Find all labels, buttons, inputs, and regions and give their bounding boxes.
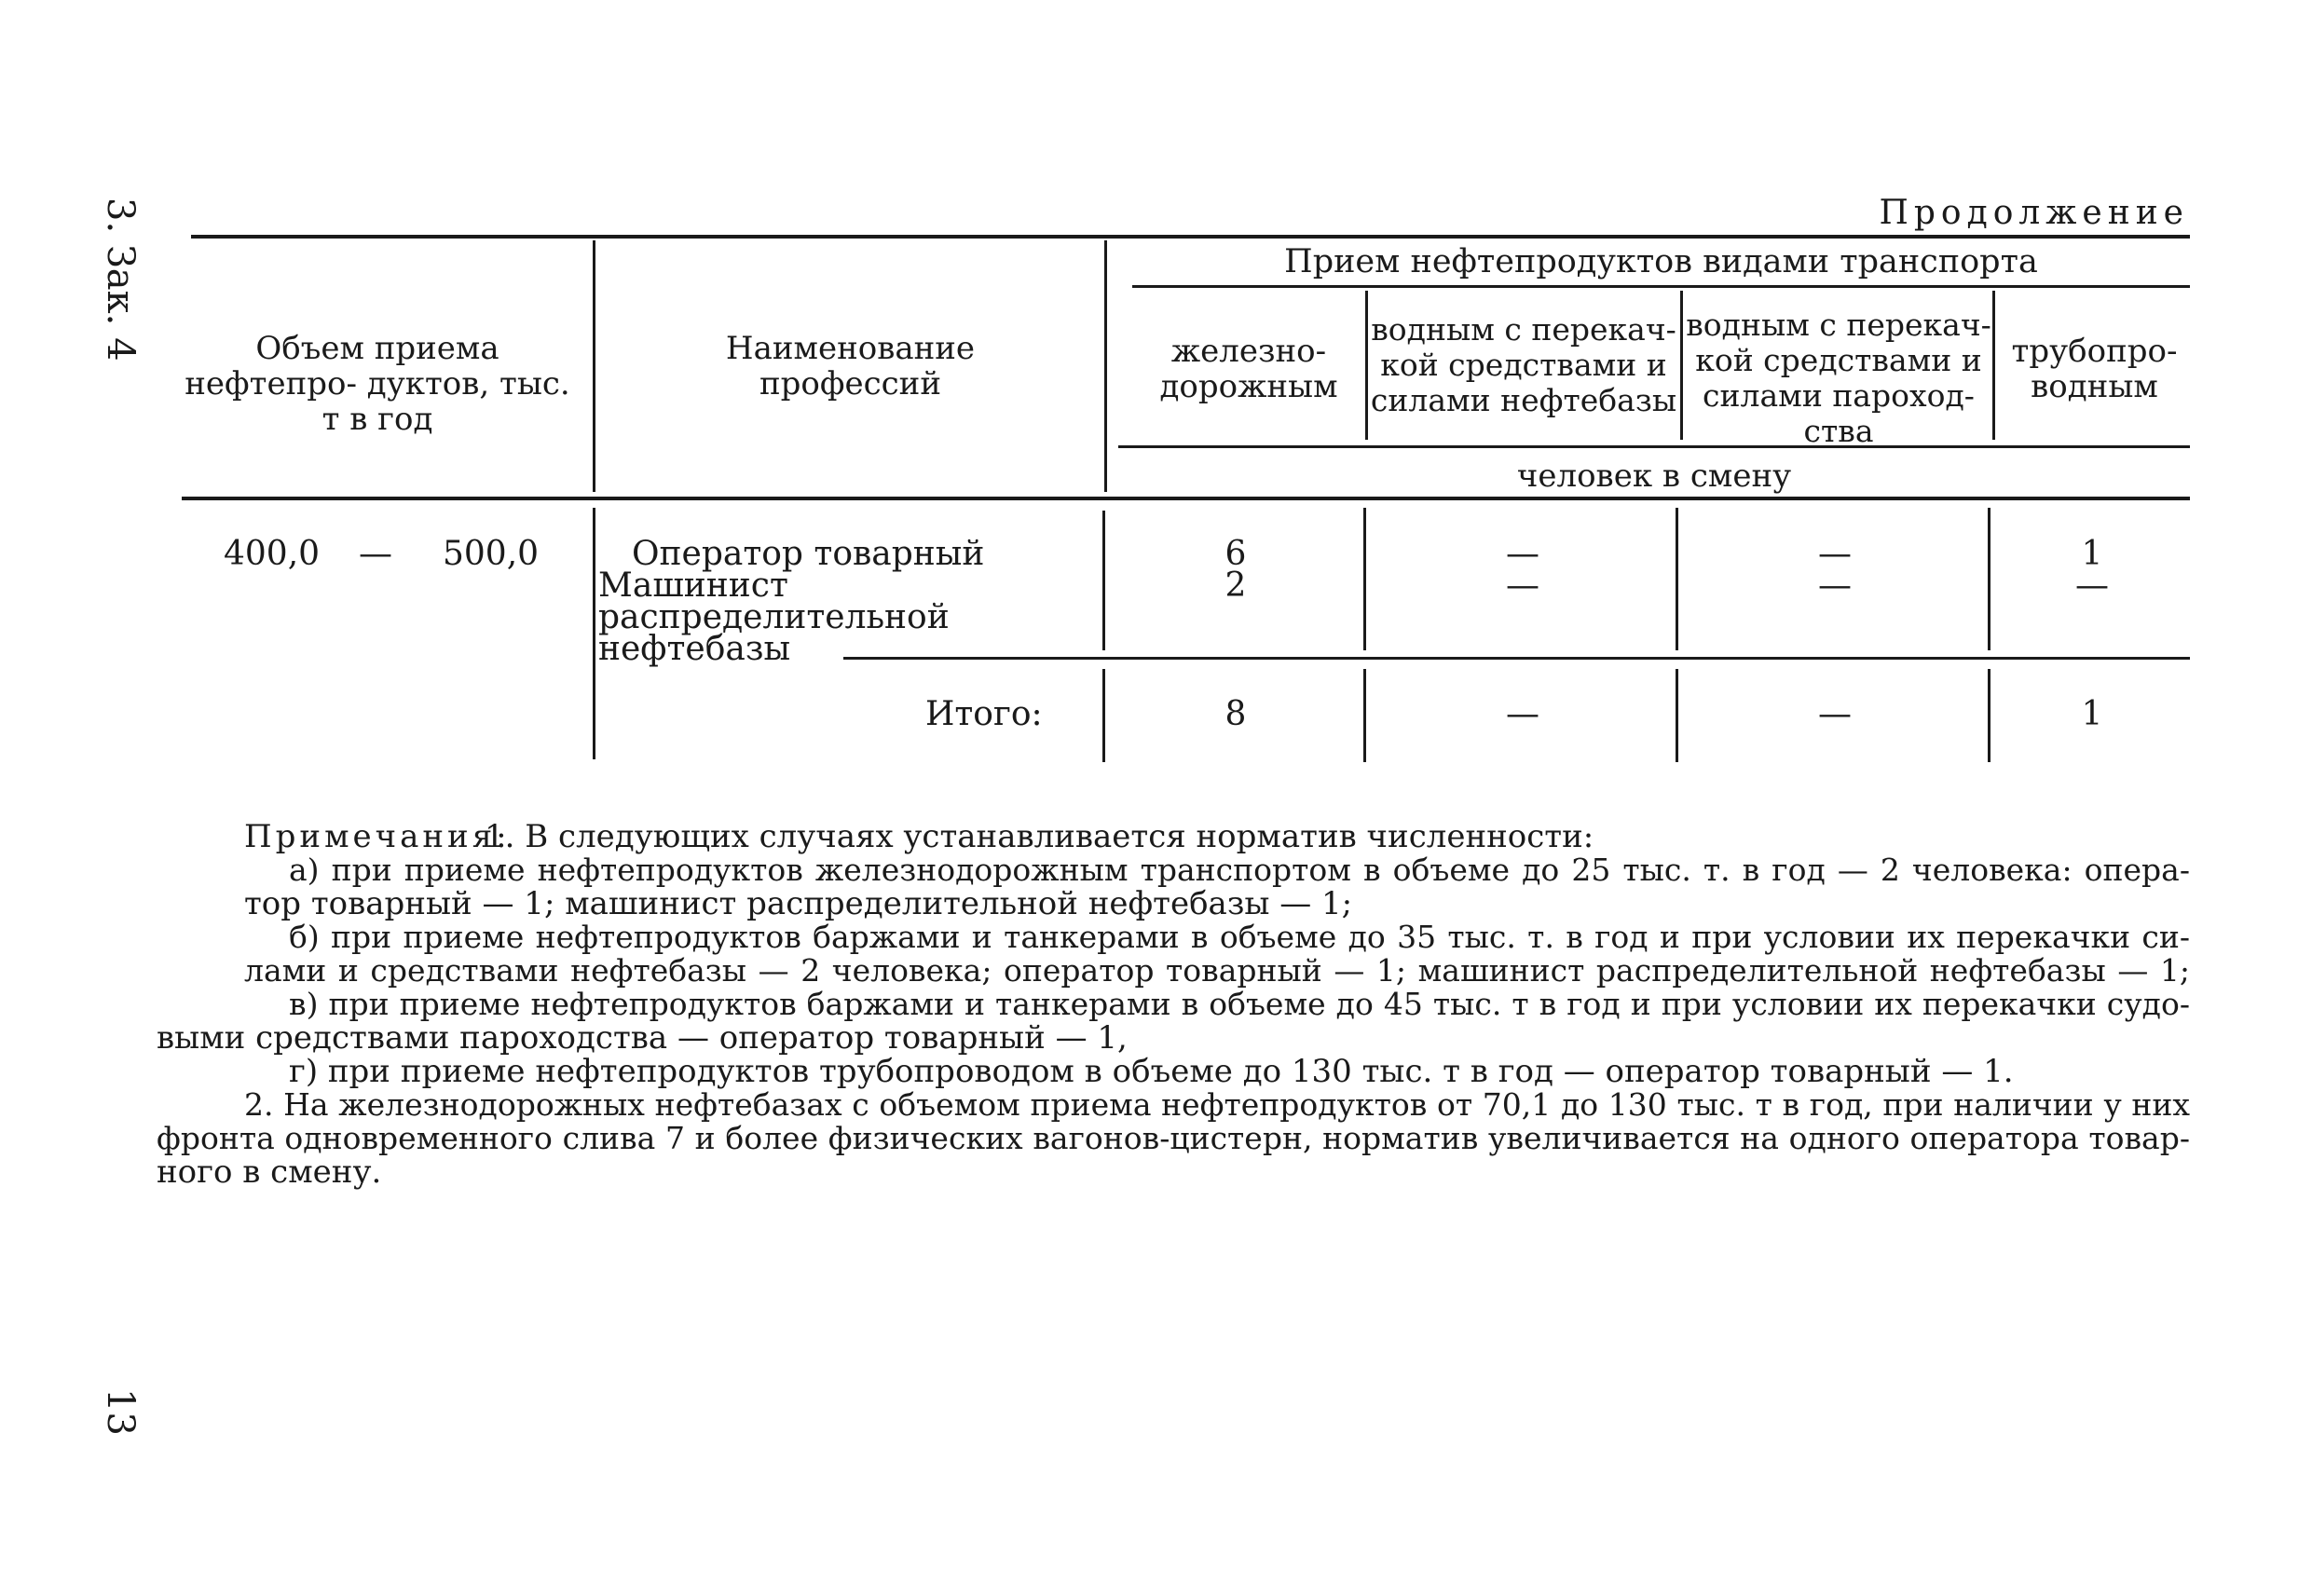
- note-1d: г) при приеме нефтепродуктов трубопроводом в объеме до 130 тыс. т в год — оператор товарный — 1.: [289, 1053, 2014, 1090]
- col-divider-water-body: [1676, 508, 1678, 650]
- header-volume: Объем приема нефтепро- дуктов, тыс. т в год: [185, 330, 570, 438]
- note-1c-line2: выми средствами пароходства — оператор товарный — 1,: [157, 1019, 1128, 1057]
- col-divider-water-head: [1680, 291, 1683, 440]
- total-label: Итого:: [925, 695, 1043, 733]
- margin-note: 3. Зак. 4: [99, 198, 142, 361]
- volume-from: 400,0: [224, 535, 321, 573]
- note-1b-line2: лами и средствами нефтебазы — 2 человека; оператор товарный — 1; машинист распределительной нефтебазы — 1;: [244, 952, 2190, 989]
- water-base-value-machinist: —: [1506, 566, 1539, 605]
- note-2-line3: ного в смену.: [157, 1153, 382, 1191]
- volume-dash: —: [359, 535, 392, 573]
- note-1-intro: 1. В следующих случаях устанавливается норматив численности:: [485, 818, 1594, 855]
- profession-machinist-label: Машинист распределительной нефтебазы: [598, 566, 950, 668]
- pipeline-value-operator: 1: [2081, 535, 2103, 573]
- note-2-line1: 2. На железнодорожных нефтебазах с объемом приема нефтепродуктов от 70,1 до 130 тыс. т в год, при наличии у них: [244, 1086, 2190, 1123]
- col-divider-shipping-total: [1988, 669, 1991, 762]
- note-1b-line1: б) при приеме нефтепродуктов баржами и танкерами в объеме до 35 тыс. т. в год и при условии их перекачки си-: [289, 919, 2190, 955]
- page-number: 13: [99, 1388, 142, 1436]
- total-rail: 8: [1224, 695, 1247, 733]
- subheader-rule: [1118, 445, 2190, 448]
- water-shipping-value-machinist: —: [1818, 566, 1852, 605]
- note-1a-line2: тор товарный — 1; машинист распределительной нефтебазы — 1;: [244, 885, 1353, 922]
- total-water-base: —: [1506, 695, 1539, 733]
- pipeline-value-machinist: —: [2075, 566, 2109, 605]
- header-bottom-rule: [182, 497, 2190, 500]
- note-2-line2: фронта одновременного слива 7 и более физических вагонов-цистерн, норматив увеличивается на одного оператора товар-: [157, 1120, 2190, 1156]
- col-divider-water-total: [1676, 669, 1678, 762]
- col-divider-profession: [1104, 240, 1107, 492]
- col-divider-volume: [593, 240, 595, 492]
- col-divider-shipping-head: [1992, 291, 1995, 440]
- rail-value-machinist: 2: [1224, 566, 1247, 605]
- col-divider-shipping-body: [1988, 508, 1991, 650]
- continuation-label: Продолжение: [1879, 194, 2189, 232]
- water-base-value-operator: —: [1506, 535, 1539, 573]
- table-top-rule: [191, 235, 2190, 239]
- col-divider-rail-head: [1365, 291, 1368, 440]
- volume-to: 500,0: [443, 535, 540, 573]
- col-divider-profession-total: [1102, 669, 1105, 762]
- notes-title: Примечания:: [244, 818, 511, 855]
- transport-group-rule: [1132, 285, 2190, 288]
- profession-machinist: [598, 566, 1100, 668]
- note-1c-line1: в) при приеме нефтепродуктов баржами и танкерами в объеме до 45 тыс. т в год и при условии их перекачки судо-: [289, 986, 2190, 1022]
- total-water-shipping: —: [1818, 695, 1852, 733]
- water-shipping-value-operator: —: [1818, 535, 1852, 573]
- col-divider-rail-body: [1363, 508, 1366, 650]
- header-profession: Наименование профессий: [725, 330, 976, 402]
- rail-value-operator: 6: [1224, 535, 1247, 573]
- total-pipeline: 1: [2081, 695, 2103, 733]
- header-transport-group: Прием нефтепродуктов видами транспорта: [1284, 243, 2038, 280]
- header-pipeline: трубопро- водным: [2011, 333, 2178, 405]
- col-divider-volume-body: [593, 508, 595, 759]
- col-divider-profession-body: [1102, 511, 1105, 650]
- col-divider-rail-total: [1363, 669, 1366, 762]
- header-rail: железно- дорожным: [1159, 333, 1338, 405]
- header-water-shipping: водным с перекач- кой средствами и силами пароход- ства: [1686, 307, 1991, 449]
- header-unit: человек в смену: [1516, 457, 1792, 495]
- profession-operator: Оператор товарный: [632, 535, 985, 573]
- note-1a-line1: а) при приеме нефтепродуктов железнодорожным транспортом в объеме до 25 тыс. т. в год — 2 человека: опера-: [289, 852, 2190, 888]
- header-water-base: водным с перекач- кой средствами и силами нефтебазы: [1370, 311, 1677, 418]
